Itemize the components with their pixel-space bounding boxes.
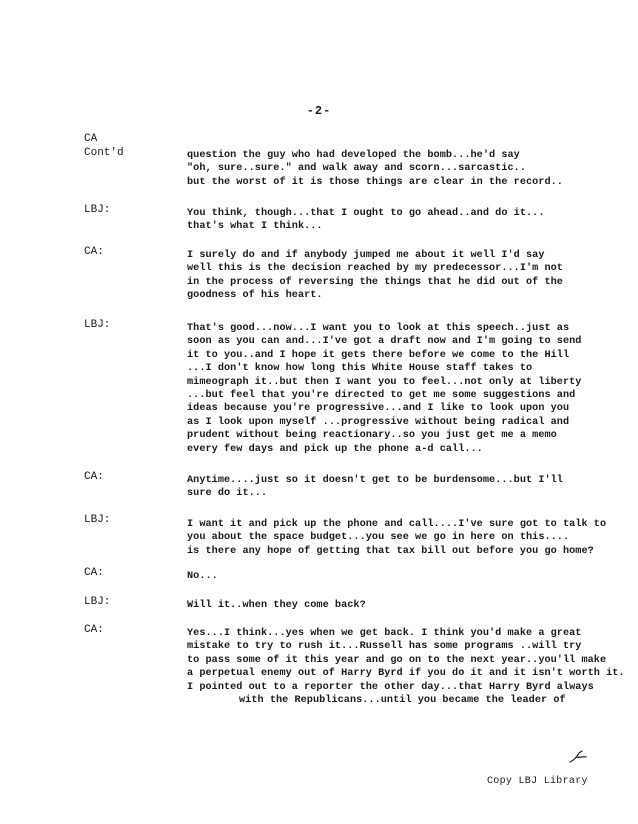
text-line: mimeograph it..but then I want you to feel...not only at liberty bbox=[187, 376, 582, 388]
speaker-label: CA: bbox=[84, 471, 104, 483]
speech-text bbox=[187, 207, 607, 234]
speech-text bbox=[187, 149, 607, 189]
text-line: in the process of reversing the things that he did out of the bbox=[187, 276, 563, 288]
speaker-label: LBJ: bbox=[84, 204, 111, 216]
text-line: That's good...now...I want you to look at this speech..just as bbox=[187, 323, 570, 334]
speaker-label: LBJ: bbox=[84, 319, 111, 331]
text-line: well this is the decision reached by my predecessor...I'm not bbox=[187, 263, 563, 275]
text-line: it to you..and I hope it gets there before we come to the Hill bbox=[187, 349, 570, 361]
text-line: Anytime....just so it doesn't get to be burdensome...but I'll bbox=[187, 475, 563, 486]
text-line: prudent without being reactionary..so you just get me a memo bbox=[187, 430, 557, 442]
archive-footer: Copy LBJ Library bbox=[487, 776, 588, 787]
text-line: "oh, sure..sure." and walk away and scorn...sarcastic.. bbox=[187, 163, 526, 175]
text-line: Yes...I think...yes when we get back. I think you'd make a great bbox=[187, 628, 582, 639]
text-line: I want it and pick up the phone and call....I've sure got to talk to bbox=[187, 519, 607, 530]
text-line: a perpetual enemy out of Harry Byrd if you do it and it isn't worth it. bbox=[187, 668, 625, 680]
text-line: You think, though...that I ought to go ahead..and do it... bbox=[187, 208, 545, 219]
handwritten-mark-icon bbox=[568, 748, 590, 766]
text-line: goodness of his heart. bbox=[187, 290, 323, 302]
speech-text bbox=[187, 518, 607, 558]
speaker-label: CA: bbox=[84, 567, 104, 579]
speaker-label: CA: bbox=[84, 624, 104, 636]
page-number: -2- bbox=[306, 104, 332, 118]
text-line: sure do it... bbox=[187, 488, 268, 500]
text-line: question the guy who had developed the bomb...he'd say bbox=[187, 150, 520, 161]
text-line: ideas because you're progressive...and I like to look upon you bbox=[187, 403, 570, 415]
text-line: mistake to try to rush it...Russell has some programs ..will try bbox=[187, 641, 582, 653]
text-line: I pointed out to a reporter the other day...that Harry Byrd always bbox=[187, 681, 594, 693]
speech-text bbox=[187, 249, 607, 303]
text-line: but the worst of it is those things are clear in the record.. bbox=[187, 176, 563, 188]
text-line: to pass some of it this year and go on to the next year..you'll make bbox=[187, 654, 607, 666]
speaker-label: LBJ: bbox=[84, 596, 111, 608]
text-line: as I look upon myself ...progressive without being radical and bbox=[187, 416, 570, 428]
text-line: soon as you can and...I've got a draft now and I'm going to send bbox=[187, 336, 582, 348]
text-line: ...but feel that you're directed to get me some suggestions and bbox=[187, 390, 576, 402]
speech-text bbox=[187, 627, 625, 707]
speaker-label: CA Cont'd bbox=[84, 133, 124, 159]
text-line: Will it..when they come back? bbox=[187, 600, 366, 611]
speaker-label: LBJ: bbox=[84, 514, 111, 526]
text-line: ...I don't know how long this White House staff takes to bbox=[187, 363, 533, 375]
text-line: I surely do and if anybody jumped me about it well I'd say bbox=[187, 250, 545, 261]
speech-text bbox=[187, 322, 607, 456]
speaker-label: CA: bbox=[84, 246, 104, 258]
text-line: No... bbox=[187, 571, 218, 582]
text-line: that's what I think... bbox=[187, 221, 323, 233]
text-line: with the Republicans...until you became the leader of bbox=[239, 695, 566, 707]
speech-text bbox=[187, 474, 607, 501]
text-line: you about the space budget...you see we go in here on this.... bbox=[187, 532, 570, 544]
text-line: is there any hope of getting that tax bill out before you go home? bbox=[187, 545, 594, 557]
speech-text bbox=[187, 570, 607, 583]
text-line: every few days and pick up the phone a-d call... bbox=[187, 443, 483, 455]
speech-text bbox=[187, 599, 607, 612]
